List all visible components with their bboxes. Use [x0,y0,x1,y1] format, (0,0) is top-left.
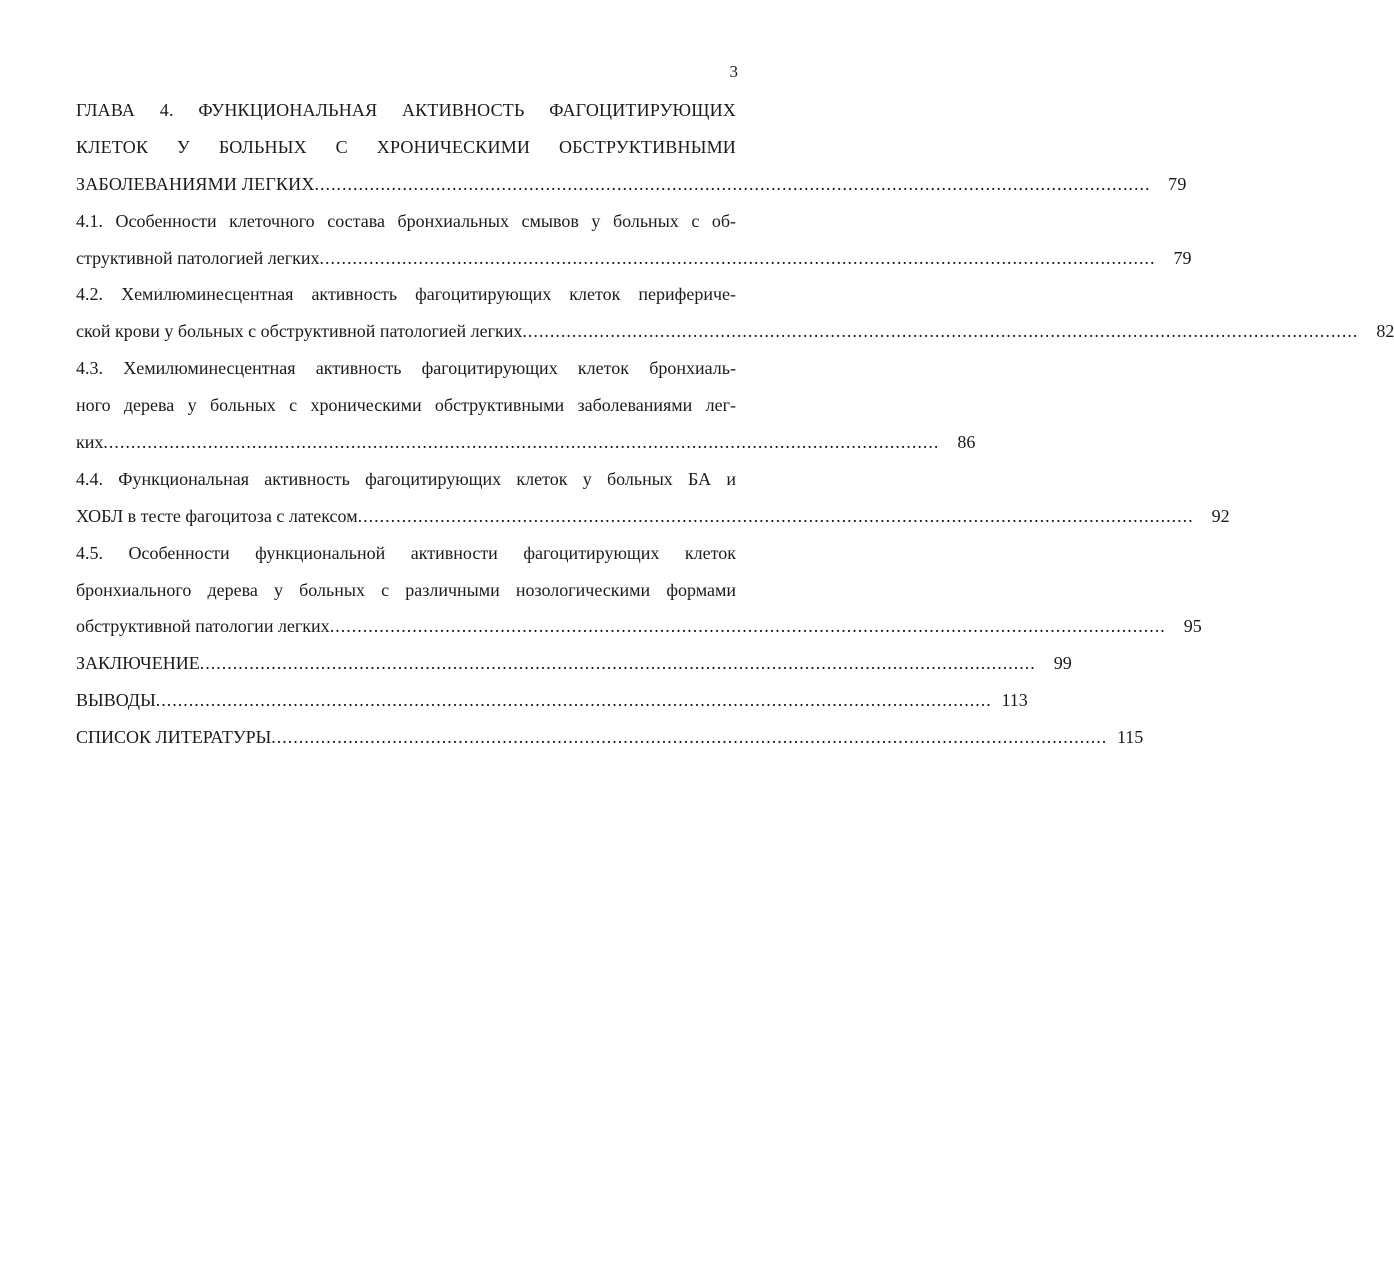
toc-entry-findings[interactable] [76,682,1028,719]
toc-entry-text-line: 4.1. Особенности клеточного состава бронхиальных смывов у больных с об- [76,210,736,231]
toc-entry-4-5[interactable] [76,535,1202,646]
toc-page-number: 79 [1168,173,1187,194]
dot-leader: ........................................................................................................................................................ [357,505,1194,526]
toc-page-number: 99 [1053,653,1072,674]
dot-leader: ........................................................................................................................................................ [155,690,992,711]
toc-entry-4-3[interactable] [76,350,976,461]
toc-entry-references[interactable] [76,719,1144,756]
page-number: 3 [729,62,738,81]
toc-entry-4-2[interactable] [76,276,1394,350]
dot-leader: ........................................................................................................................................................ [314,173,1151,194]
dot-leader: ........................................................................................................................................................ [319,247,1156,268]
toc-entry-text-line: 4.5. Особенности функциональной активности фагоцитирующих клеток [76,542,736,563]
toc-entry-title: обструктивной патологии легких [76,616,330,637]
dot-leader: ........................................................................................................................................................ [271,727,1108,748]
toc-entry-text-line: 4.2. Хемилюминесцентная активность фагоцитирующих клеток периферичe- [76,284,736,305]
toc-entry-4-4[interactable] [76,461,1230,535]
table-of-contents [76,92,1394,756]
toc-page-number: 79 [1173,247,1192,268]
toc-entry-conclusion[interactable] [76,645,1072,682]
toc-entry-text-line: 4.4. Функциональная активность фагоцитирующих клеток у больных БА и [76,468,736,489]
toc-entry-chapter-4[interactable] [76,92,1187,203]
toc-entry-text-line: ного дерева у больных с хроническими обструктивными заболеваниями лег- [76,395,736,416]
toc-page-number: 115 [1116,727,1144,748]
toc-entry-title: структивной патологией легких [76,247,320,268]
toc-entry-title: ЗАБОЛЕВАНИЯМИ ЛЕГКИХ [76,173,315,194]
toc-page-number: 82 [1376,321,1394,342]
dot-leader: ........................................................................................................................................................ [103,432,940,453]
toc-entry-text-line: 4.3. Хемилюминесцентная активность фагоцитирующих клеток бронхиаль- [76,358,736,379]
toc-page-number: 92 [1211,505,1230,526]
toc-page-number: 113 [1001,690,1028,711]
toc-entry-text-line: КЛЕТОК У БОЛЬНЫХ С ХРОНИЧЕСКИМИ ОБСТРУКТИВНЫМИ [76,136,736,157]
toc-entry-text-line: ГЛАВА 4. ФУНКЦИОНАЛЬНАЯ АКТИВНОСТЬ ФАГОЦИТИРУЮЩИХ [76,100,736,120]
toc-entry-title: ЗАКЛЮЧЕНИЕ [76,653,200,674]
toc-page-number: 86 [957,432,976,453]
toc-page-number: 95 [1183,616,1202,637]
dot-leader: ........................................................................................................................................................ [329,616,1166,637]
toc-entry-title: ких [76,432,104,453]
dot-leader: ........................................................................................................................................................ [522,321,1359,342]
toc-entry-title: ВЫВОДЫ [76,690,156,711]
toc-entry-title: ХОБЛ в тесте фагоцитоза с латексом [76,505,358,526]
toc-entry-text-line: бронхиального дерева у больных с различными нозологическими формами [76,579,736,600]
toc-entry-title: СПИСОК ЛИТЕРАТУРЫ [76,727,272,748]
dot-leader: ........................................................................................................................................................ [199,653,1036,674]
toc-entry-4-1[interactable] [76,203,1192,277]
toc-entry-title: ской крови у больных с обструктивной патологией легких [76,321,523,342]
